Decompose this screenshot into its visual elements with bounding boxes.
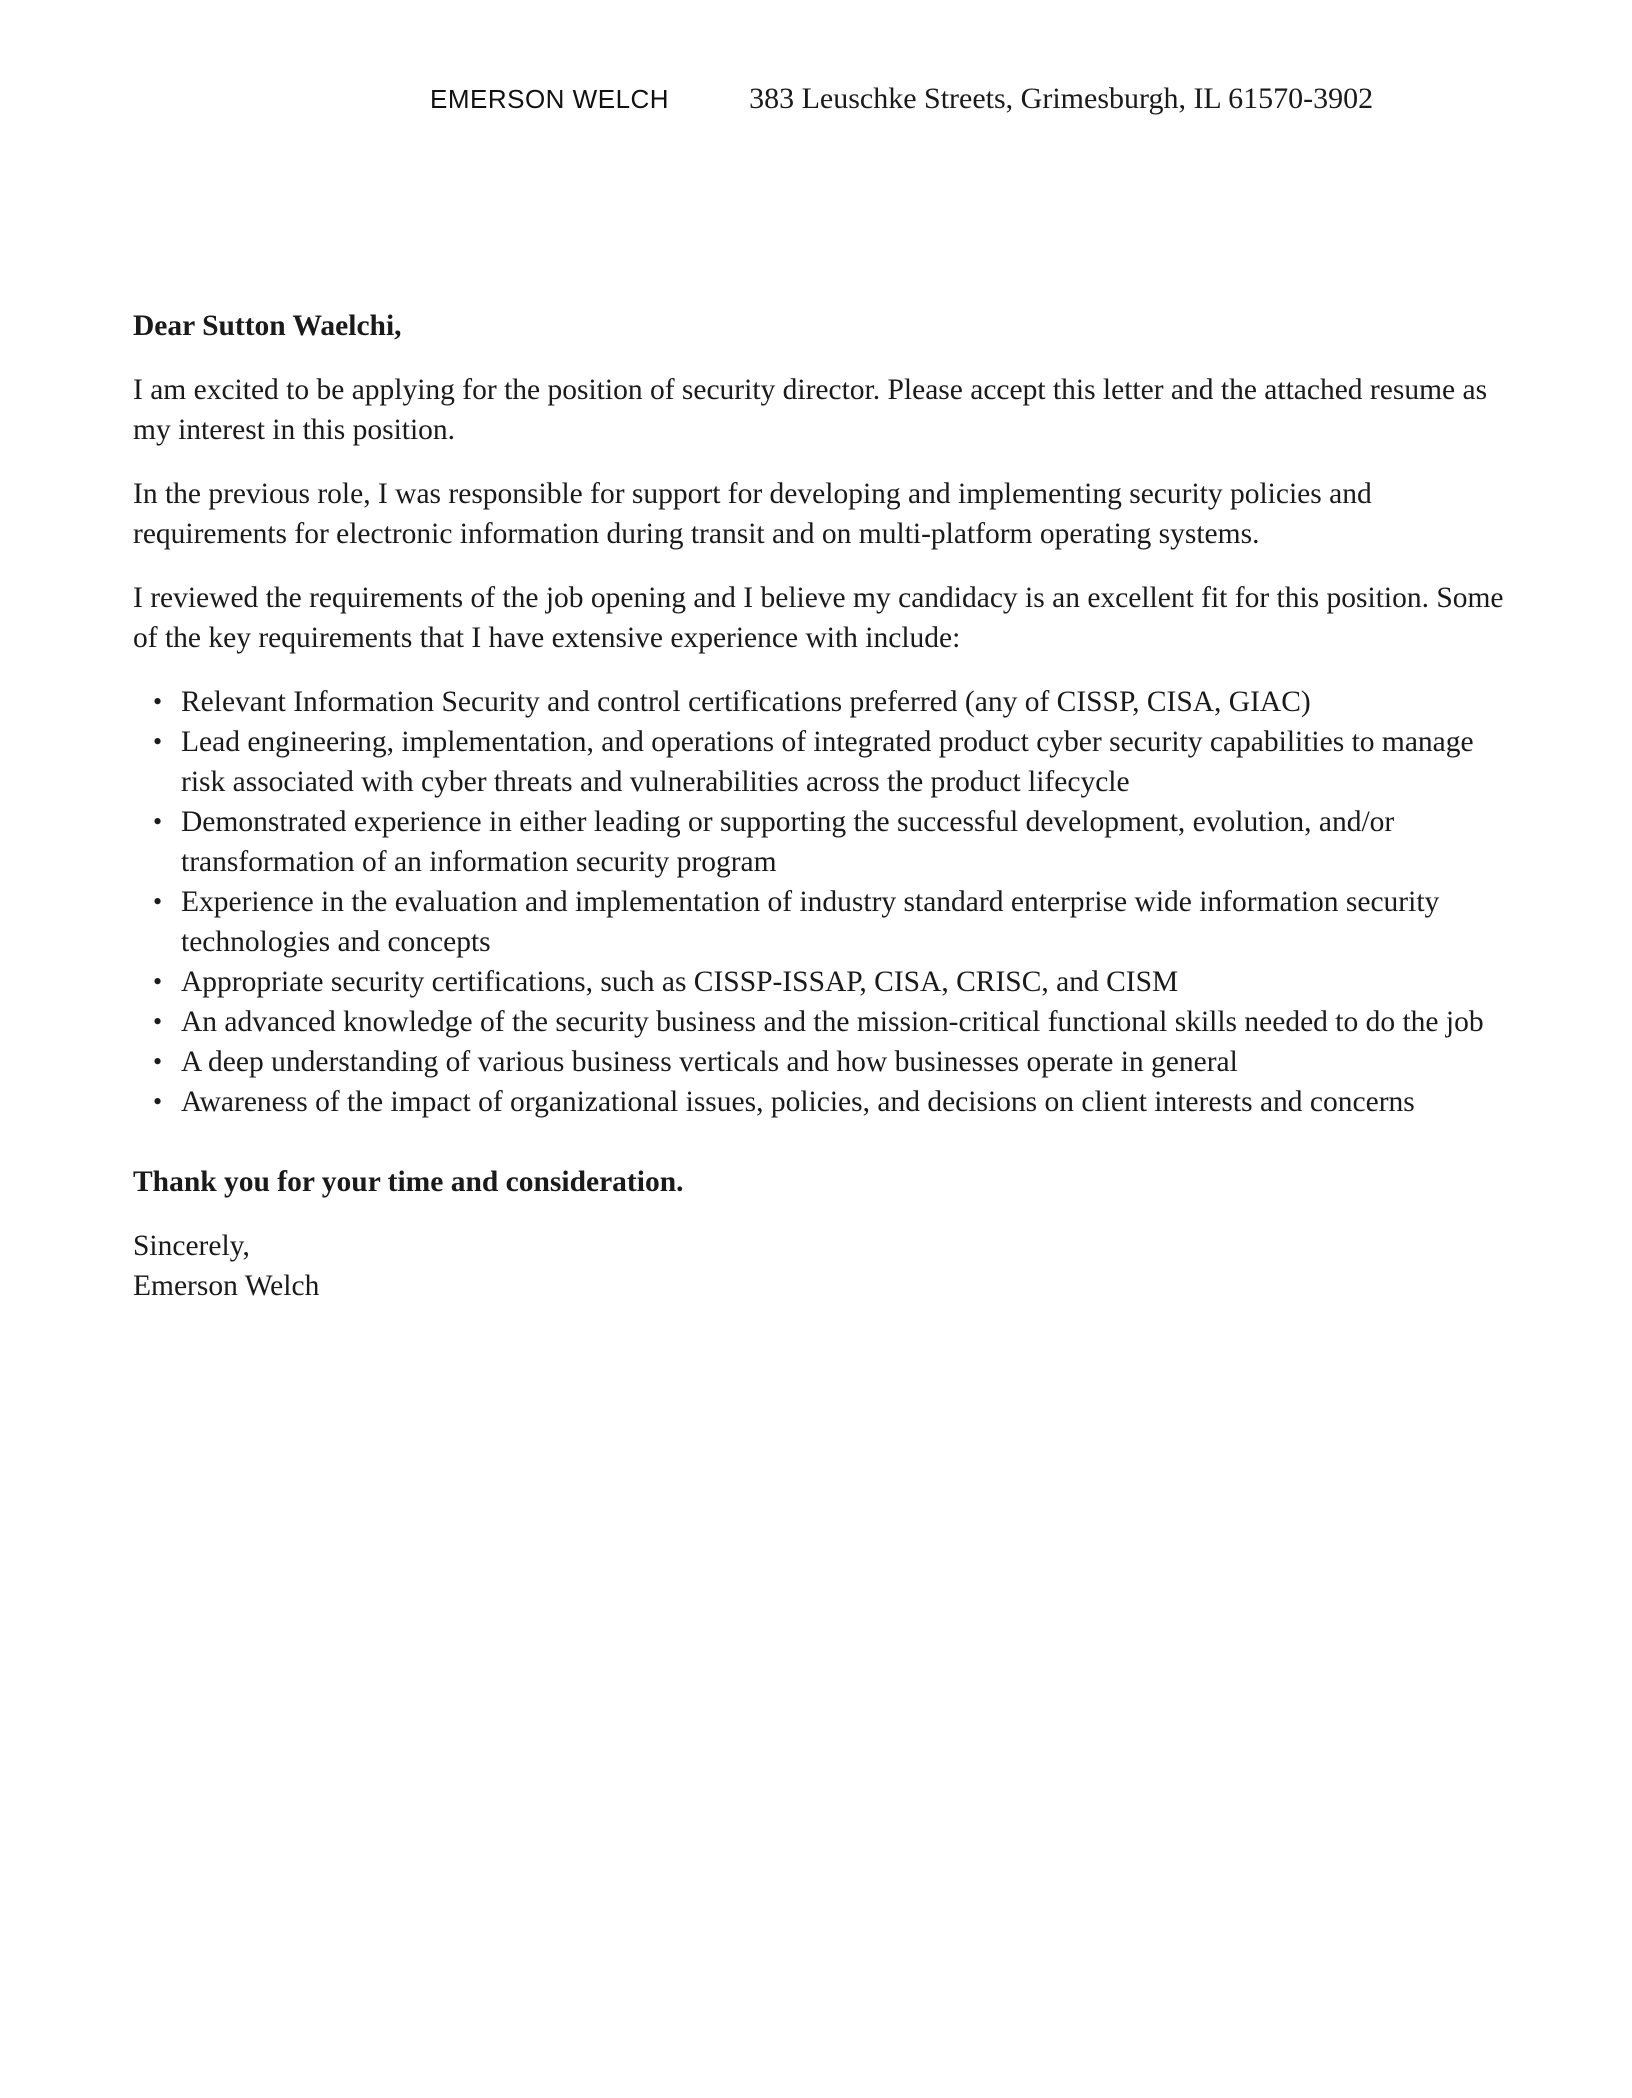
list-item bbox=[133, 962, 1513, 1002]
letter-body bbox=[133, 306, 1513, 1306]
list-item bbox=[133, 1002, 1513, 1042]
list-item bbox=[133, 802, 1513, 882]
signature-name: Emerson Welch bbox=[133, 1270, 320, 1302]
salutation: Dear Sutton Waelchi, bbox=[133, 310, 402, 342]
bullet-icon: • bbox=[153, 1087, 163, 1116]
list-item-text: Relevant Information Security and control certifications preferred (any of CISSP, CISA, GIAC) bbox=[181, 686, 1311, 718]
closing-line: Thank you for your time and consideration. bbox=[133, 1166, 684, 1198]
bullet-icon: • bbox=[153, 967, 163, 996]
signoff: Sincerely, bbox=[133, 1230, 250, 1262]
bullet-icon: • bbox=[153, 1007, 163, 1036]
bullet-icon: • bbox=[153, 807, 163, 836]
bullet-icon: • bbox=[153, 1047, 163, 1076]
paragraph-previous-role: In the previous role, I was responsible for support for developing and implementing security policies and requirements for electronic information during transit and on multi-platform operating systems. bbox=[133, 478, 1372, 550]
requirements-list bbox=[133, 682, 1513, 1122]
list-item-text: An advanced knowledge of the security business and the mission-critical functional skills needed to do the job bbox=[181, 1006, 1484, 1038]
bullet-icon: • bbox=[153, 727, 163, 756]
list-item-text: Appropriate security certifications, such as CISSP-ISSAP, CISA, CRISC, and CISM bbox=[181, 966, 1179, 998]
paragraph-intro: I am excited to be applying for the position of security director. Please accept this letter and the attached resume as my interest in this position. bbox=[133, 374, 1488, 446]
list-item bbox=[133, 882, 1513, 962]
list-item-text: Experience in the evaluation and implementation of industry standard enterprise wide information security technologies and concepts bbox=[181, 886, 1440, 958]
list-item bbox=[133, 1082, 1513, 1122]
list-item-text: Demonstrated experience in either leading or supporting the successful development, evolution, and/or transformation of an information security program bbox=[181, 806, 1395, 878]
bullet-icon: • bbox=[153, 887, 163, 916]
list-item bbox=[133, 682, 1513, 722]
sender-address: 383 Leuschke Streets, Grimesburgh, IL 61570-3902 bbox=[749, 82, 1374, 115]
list-item bbox=[133, 722, 1513, 802]
sender-name: EMERSON WELCH bbox=[430, 84, 670, 114]
list-item-text: A deep understanding of various business verticals and how businesses operate in general bbox=[181, 1046, 1238, 1078]
letterhead bbox=[430, 82, 1530, 116]
list-item bbox=[133, 1042, 1513, 1082]
bullet-icon: • bbox=[153, 687, 163, 716]
list-item-text: Lead engineering, implementation, and operations of integrated product cyber security capabilities to manage risk associated with cyber threats and vulnerabilities across the product lifecycle bbox=[181, 726, 1474, 798]
list-item-text: Awareness of the impact of organizational issues, policies, and decisions on client interests and concerns bbox=[181, 1086, 1415, 1118]
paragraph-requirements-intro: I reviewed the requirements of the job opening and I believe my candidacy is an excellent fit for this position. Some of the key requirements that I have extensive experience with include: bbox=[133, 582, 1504, 654]
